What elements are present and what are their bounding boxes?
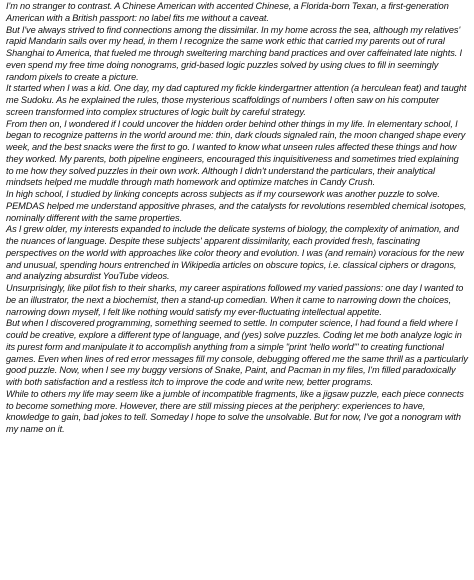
paragraph-8: But when I discovered programming, something seemed to settle. In computer science, I had found a field where I could be creative, explore a different type of language, and (yes) solve puzzles. Coding let me both analyze logic in its purest form and manipulate it to accomplish anything from a simple "print 'hello world'" to creating functional games. Even when lines of red error messages fill my console, debugging offered me the same thrill as a particularly good puzzle. Now, when I see my buggy versions of Snake, Paint, and Pacman in my files, I'm filled paradoxically with both satisfaction and a restless itch to improve the code and write new, better programs. [6, 318, 468, 387]
paragraph-3: It started when I was a kid. One day, my dad captured my fickle kindergartner attention (a herculean feat) and taught me Sudoku. As he explained the rules, those mysterious scaffoldings of numbers I often saw on his computer screen transformed into complex structures of logic built by careful strategy. [6, 83, 467, 117]
paragraph-1: I'm no stranger to contrast. A Chinese American with accented Chinese, a Florida-born Texan, a first-generation American with a British passport: no label fits me without a caveat. [6, 1, 449, 23]
paragraph-5: In high school, I studied by linking concepts across subjects as if my coursework was another puzzle to solve. PEMDAS helped me understand appositive phrases, and the catalysts for revolutions resembled chemical isotopes, nominally different with the same properties. [6, 189, 467, 223]
paragraph-4: From then on, I wondered if I could uncover the hidden order behind other things in my life. In elementary school, I began to recognize patterns in the world around me: thin, dark clouds signaled rain, the moon changed shape every week, and the best snacks were the first to go. I wanted to know what unseen rules affected these things and how they worked. My parents, both pipeline engineers, encouraged this inquisitiveness and sometimes tried explaining to me how they solved puzzles in their own work. Although I didn't understand the particulars, their analytical mindsets helped me muddle through math homework and optimize matches in Candy Crush. [6, 118, 466, 188]
essay-body [6, 1, 468, 436]
paragraph-7: Unsurprisingly, like pilot fish to their sharks, my career aspirations followed my varied passions: one day I wanted to be an illustrator, the next a biochemist, then a stand-up comedian. When it came to narrowing down the choices, narrowing down myself, I felt like nothing would satisfy my ever-fluctuating intellectual appetite. [6, 283, 464, 317]
paragraph-6: As I grew older, my interests expanded to include the delicate systems of biology, the complexity of animation, and the nuances of language. Despite these subjects' apparent dissimilarity, each provided fresh, fascinating perspectives on the world with approaches like color theory and evolution. I was (and remain) voracious for the new and unusual, spending hours entrenched in Wikipedia articles on obscure topics, i.e. classical ciphers or dragons, and analyzing absurdist YouTube videos. [6, 224, 464, 282]
paragraph-2: But I've always strived to find connections among the dissimilar. In my home across the sea, although my relatives' rapid Mandarin sails over my head, in them I recognize the same work ethic that carried my parents out of rural Shanghai to America, that fueled me through sweltering marching band practices and over caffeinated late nights. I even spend my free time doing nonograms, grid-based logic puzzles solved by using clues to fill in seemingly random pixels to create a picture. [6, 24, 462, 82]
paragraph-9: While to others my life may seem like a jumble of incompatible fragments, like a jigsaw puzzle, each piece connects to become something more. However, there are still missing pieces at the periphery: experiences to have, knowledge to gain, bad jokes to tell. Someday I hope to solve the unsolvable. But for now, I've got a nonogram with my name on it. [6, 388, 464, 434]
